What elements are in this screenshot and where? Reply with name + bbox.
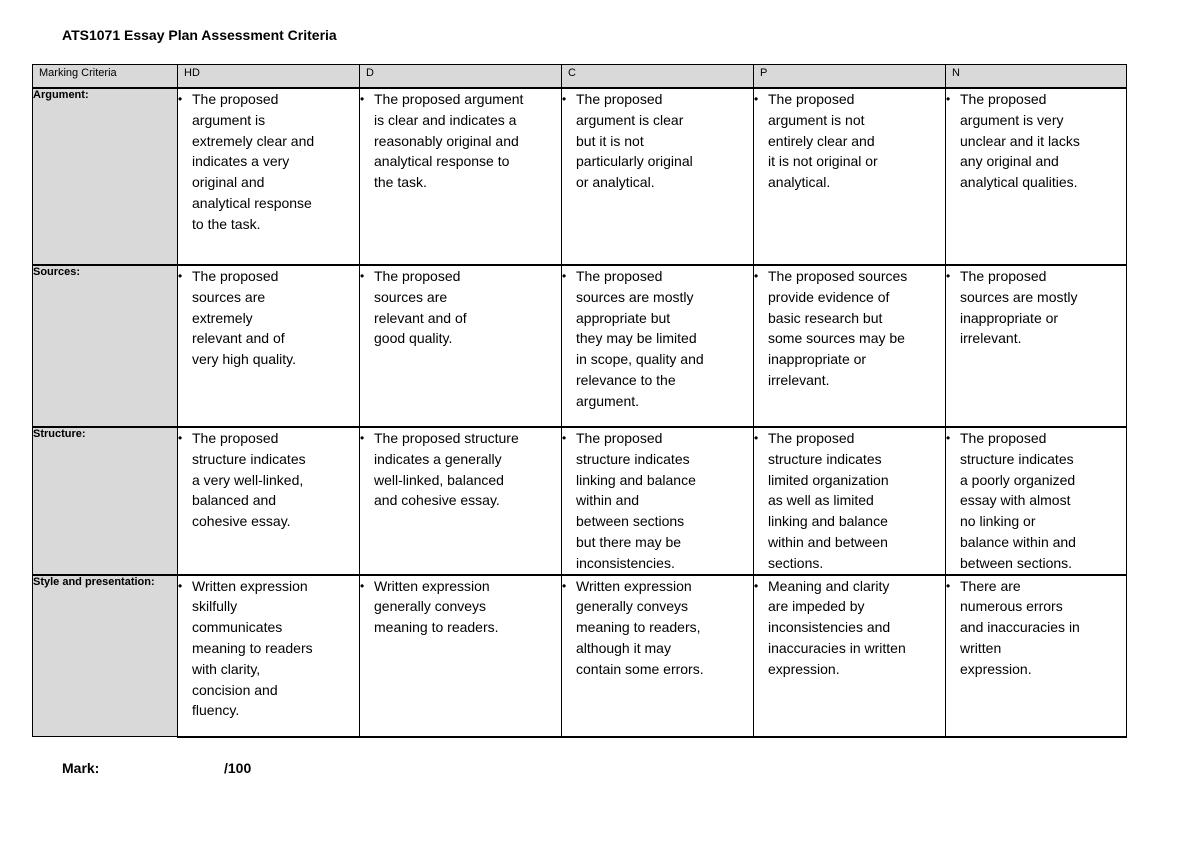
bullet-icon: • xyxy=(946,578,951,593)
bullet-icon: • xyxy=(178,269,183,283)
header-marking-criteria: Marking Criteria xyxy=(33,65,178,89)
cell-text: The proposed sources are mostly inappropriate or irrelevant. xyxy=(960,268,1078,347)
bullet-icon: • xyxy=(754,92,759,106)
rubric-cell-structure-p xyxy=(754,427,946,575)
table-row-argument xyxy=(33,88,1127,265)
header-p: P xyxy=(754,65,946,89)
cell-text: The proposed structure indicates a generally well-linked, balanced and cohesive essay. xyxy=(374,430,519,509)
rubric-cell-structure-n xyxy=(946,427,1127,575)
rubric-cell-structure-c xyxy=(562,427,754,575)
header-n: N xyxy=(946,65,1127,89)
rubric-cell-sources-n xyxy=(946,265,1127,427)
bullet-icon: • xyxy=(562,431,567,445)
rubric-cell-sources-p xyxy=(754,265,946,427)
cell-text: Written expression generally conveys meaning to readers, although it may contain some errors. xyxy=(576,577,704,677)
rubric-cell-sources-d xyxy=(360,265,562,427)
criterion-label: Style and presentation: xyxy=(33,575,178,737)
cell-text: Written expression generally conveys meaning to readers. xyxy=(374,577,499,636)
cell-text: The proposed structure indicates a poorly organized essay with almost no linking or balance within and between sections. xyxy=(960,430,1076,571)
document-title: ATS1071 Essay Plan Assessment Criteria xyxy=(62,27,337,43)
cell-text: The proposed sources provide evidence of basic research but some sources may be inappropriate or irrelevant. xyxy=(768,268,908,388)
bullet-icon: • xyxy=(178,578,183,593)
bullet-icon: • xyxy=(946,269,951,283)
cell-text: The proposed sources are relevant and of good quality. xyxy=(374,268,467,347)
cell-text: The proposed structure indicates limited organization as well as limited linking and balance within and between sections. xyxy=(768,430,889,571)
rubric-cell-argument-hd xyxy=(178,88,360,265)
rubric-cell-structure-hd xyxy=(178,427,360,575)
bullet-icon: • xyxy=(754,269,759,283)
bullet-icon: • xyxy=(562,92,567,106)
header-d: D xyxy=(360,65,562,89)
bullet-icon: • xyxy=(946,431,951,445)
assessment-rubric-table xyxy=(32,64,1127,738)
rubric-cell-structure-d xyxy=(360,427,562,575)
cell-text: The proposed argument is clear but it is not particularly original or analytical. xyxy=(576,91,693,191)
bullet-icon: • xyxy=(562,269,567,283)
bullet-icon: • xyxy=(754,578,759,593)
bullet-icon: • xyxy=(360,92,365,106)
table-row-structure xyxy=(33,427,1127,575)
bullet-icon: • xyxy=(178,92,183,106)
cell-text: The proposed argument is not entirely clear and it is not original or analytical. xyxy=(768,91,878,191)
rubric-cell-sources-c xyxy=(562,265,754,427)
cell-text: The proposed sources are extremely relevant and of very high quality. xyxy=(192,268,297,368)
criterion-label: Sources: xyxy=(33,265,178,427)
rubric-cell-sources-hd xyxy=(178,265,360,427)
bullet-icon: • xyxy=(754,431,759,445)
bullet-icon: • xyxy=(562,578,567,593)
rubric-cell-argument-p xyxy=(754,88,946,265)
rubric-cell-style-d xyxy=(360,575,562,737)
cell-text: The proposed argument is extremely clear and indicates a very original and analytical response to the task. xyxy=(192,91,315,232)
cell-text: The proposed argument is very unclear and it lacks any original and analytical qualities. xyxy=(960,91,1080,191)
bullet-icon: • xyxy=(360,431,365,445)
cell-text: Written expression skilfully communicates meaning to readers with clarity, concision and fluency. xyxy=(192,577,313,719)
bullet-icon: • xyxy=(360,269,365,283)
rubric-cell-argument-d xyxy=(360,88,562,265)
table-header-row xyxy=(33,65,1127,89)
cell-text: The proposed structure indicates a very well-linked, balanced and cohesive essay. xyxy=(192,430,306,530)
header-c: C xyxy=(562,65,754,89)
bullet-icon: • xyxy=(178,431,183,445)
rubric-cell-style-n xyxy=(946,575,1127,737)
rubric-cell-argument-n xyxy=(946,88,1127,265)
cell-text: The proposed sources are mostly appropriate but they may be limited in scope, quality and relevance to the argument. xyxy=(576,268,704,409)
table-row-style xyxy=(33,575,1127,737)
cell-text: Meaning and clarity are impeded by inconsistencies and inaccuracies in written expression. xyxy=(768,577,906,677)
rubric-cell-style-hd xyxy=(178,575,360,737)
mark-label: Mark: xyxy=(62,760,100,776)
header-hd: HD xyxy=(178,65,360,89)
cell-text: The proposed structure indicates linking and balance within and between sections but there may be inconsistencies. xyxy=(576,430,696,571)
rubric-cell-style-p xyxy=(754,575,946,737)
criterion-label: Structure: xyxy=(33,427,178,575)
bullet-icon: • xyxy=(946,92,951,106)
rubric-cell-argument-c xyxy=(562,88,754,265)
rubric-cell-style-c xyxy=(562,575,754,737)
table-row-sources xyxy=(33,265,1127,427)
criterion-label: Argument: xyxy=(33,88,178,265)
mark-total: /100 xyxy=(224,760,252,776)
bullet-icon: • xyxy=(360,578,365,593)
cell-text: The proposed argument is clear and indicates a reasonably original and analytical response to the task. xyxy=(374,91,524,191)
cell-text: There are numerous errors and inaccuracies in written expression. xyxy=(960,577,1080,677)
